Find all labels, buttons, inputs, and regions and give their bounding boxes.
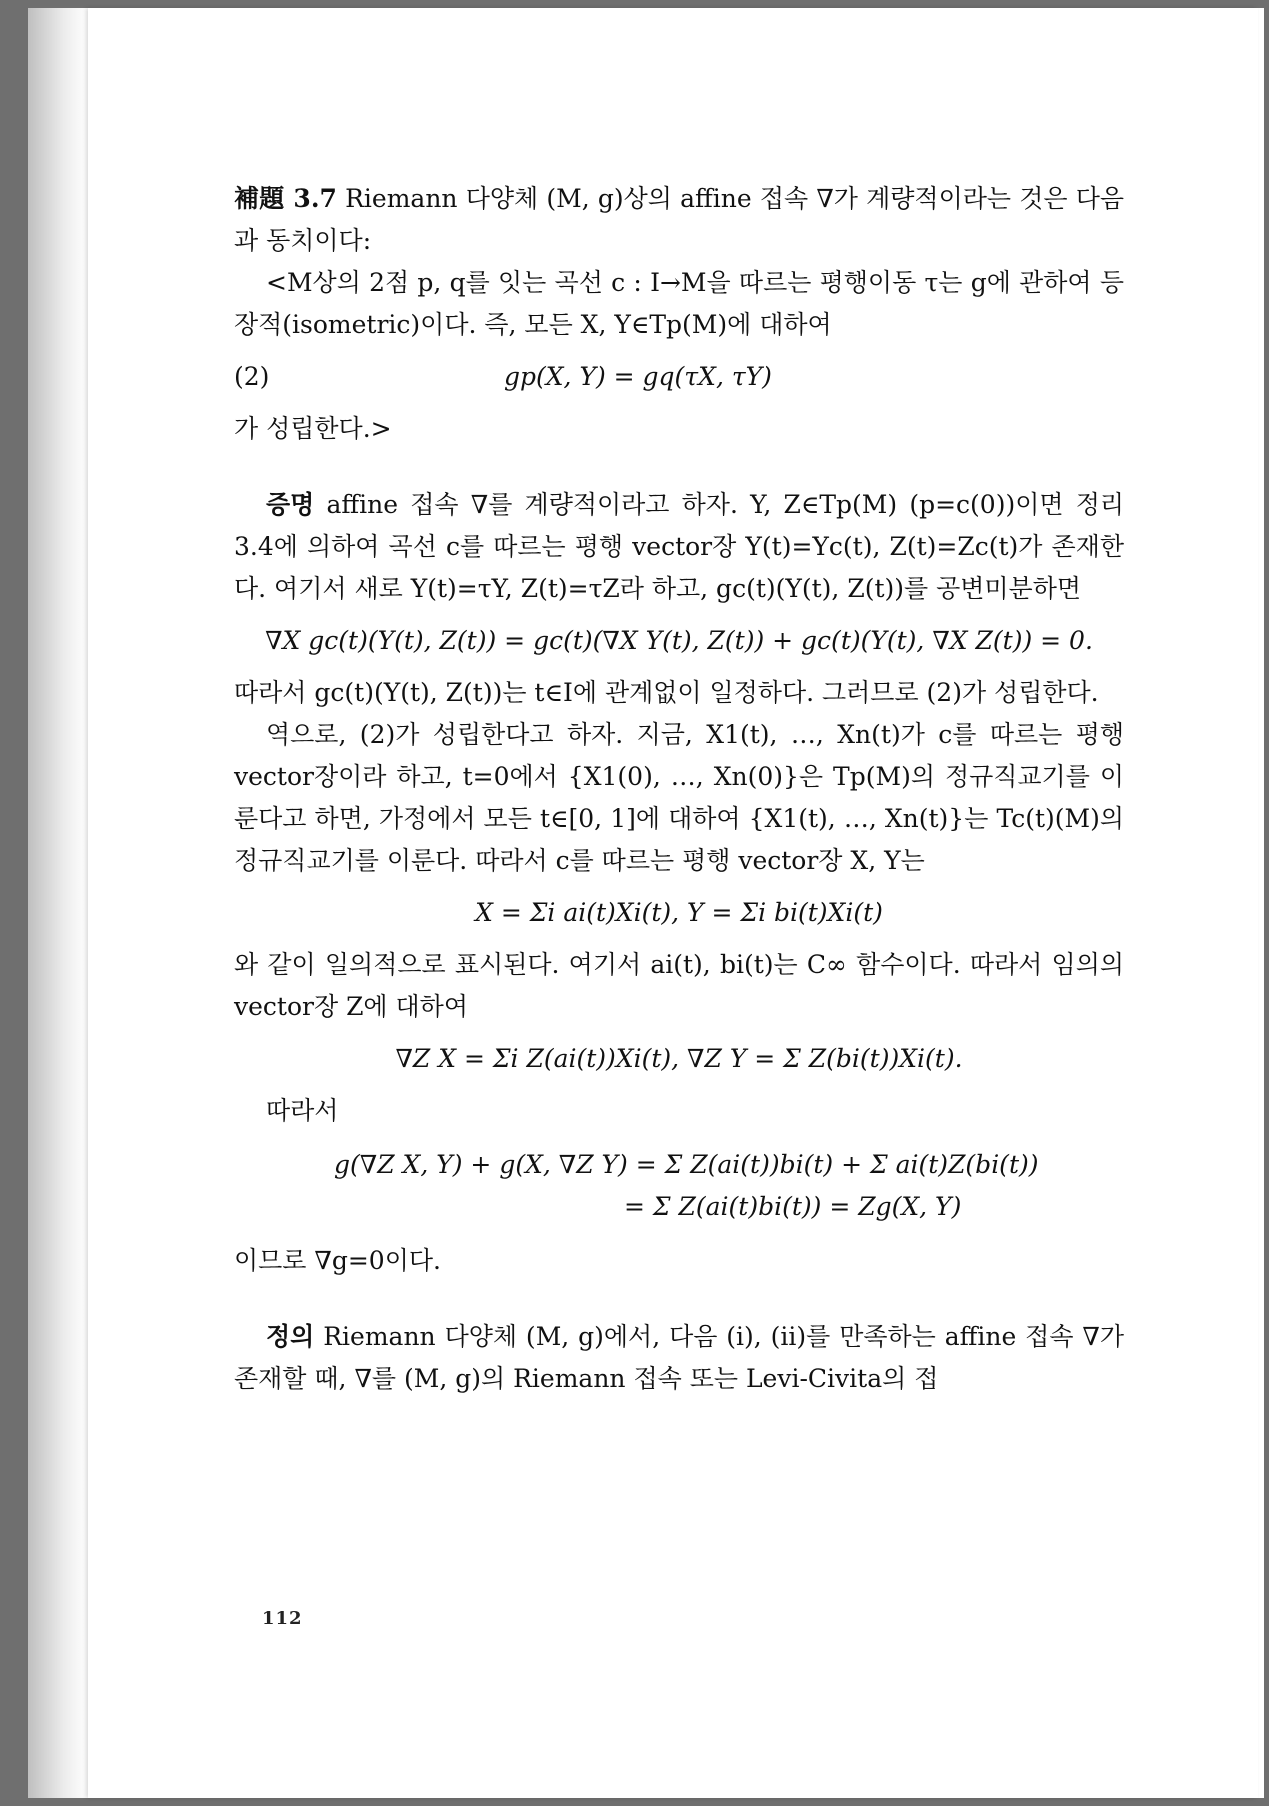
proof-paragraph-6: 이므로 ∇g=0이다. [234,1246,441,1275]
lemma-equation-row [234,356,1124,398]
definition-text: Riemann 다양체 (M, g)에서, 다음 (i), (ii)를 만족하는 affine 접속 ∇가 존재할 때, ∇를 (M, g)의 Riemann 접속 또는 Levi-Civita의 접 [234,1322,1125,1393]
proof-paragraph-4: 와 같이 일의적으로 표시된다. 여기서 ai(t), bi(t)는 C∞ 함수이다. 따라서 임의의 vector장 Z에 대하여 [234,950,1124,1021]
page-number: 112 [262,1608,303,1629]
proof-equation-4 [334,1144,1124,1228]
lemma-paragraph [234,178,1124,262]
page-content [234,178,1124,1400]
lemma-text: Riemann 다양체 (M, g)상의 affine 접속 ∇가 계량적이라는 것은 다음과 동치이다: [234,184,1124,255]
lemma-label: 補題 3.7 [234,184,337,213]
proof-equation-3: ∇Z X = Σi Z(ai(t))Xi(t), ∇Z Y = Σ Z(bi(t))Xi(t). [395,1044,963,1073]
proof-equation-4-line-2: = Σ Z(ai(t)bi(t)) = Zg(X, Y) [624,1192,962,1221]
proof-equation-4-line-1: g(∇Z X, Y) + g(X, ∇Z Y) = Σ Z(ai(t))bi(t) + Σ ai(t)Z(bi(t)) [334,1150,1039,1179]
proof-paragraph-1 [234,484,1124,610]
section-gap [234,1282,1124,1316]
proof-paragraph-5: 따라서 [266,1096,339,1125]
section-gap [234,450,1124,484]
definition-label: 정의 [266,1322,315,1351]
page-stack-edge [28,8,88,1798]
lemma-equation: gp(X, Y) = gq(τX, τY) [504,362,772,391]
definition-paragraph [234,1316,1124,1400]
proof-paragraph-3: 역으로, (2)가 성립한다고 하자. 지금, X1(t), …, Xn(t)가 c를 따르는 평행 vector장이라 하고, t=0에서 {X1(0), …, Xn(0)}은 Tp(M)의 정규직교기를 이룬다고 하면, 가정에서 모든 t∈[0, 1]에 대하여 {X1(t), …, Xn(t)}는 Tc(t)(M)의 정규직교기를 이룬다. 따라서 c를 따르는 평행 vector장 X, Y는 [234,720,1124,875]
equation-number: (2) [234,362,270,391]
proof-label: 증명 [266,490,315,519]
proof-equation-1: ∇X gc(t)(Y(t), Z(t)) = gc(t)(∇X Y(t), Z(t)) + gc(t)(Y(t), ∇X Z(t)) = 0. [265,626,1093,655]
proof-paragraph-2: 따라서 gc(t)(Y(t), Z(t))는 t∈I에 관계없이 일정하다. 그러므로 (2)가 성립한다. [234,678,1099,707]
lemma-closing: 가 성립한다.> [234,414,392,443]
lemma-condition: <M상의 2점 p, q를 잇는 곡선 c : I→M을 따르는 평행이동 τ는 g에 관하여 등장적(isometric)이다. 즉, 모든 X, Y∈Tp(M)에 대하여 [234,268,1124,339]
proof-equation-2: X = Σi ai(t)Xi(t), Y = Σi bi(t)Xi(t) [475,898,883,927]
proof-text-1: affine 접속 ∇를 계량적이라고 하자. Y, Z∈Tp(M) (p=c(0))이면 정리 3.4에 의하여 곡선 c를 따르는 평행 vector장 Y(t)=Yc(t), Z(t)=Zc(t)가 존재한다. 여기서 새로 Y(t)=τY, Z(t)=τZ라 하고, gc(t)(Y(t), Z(t))를 공변미분하면 [234,490,1125,603]
